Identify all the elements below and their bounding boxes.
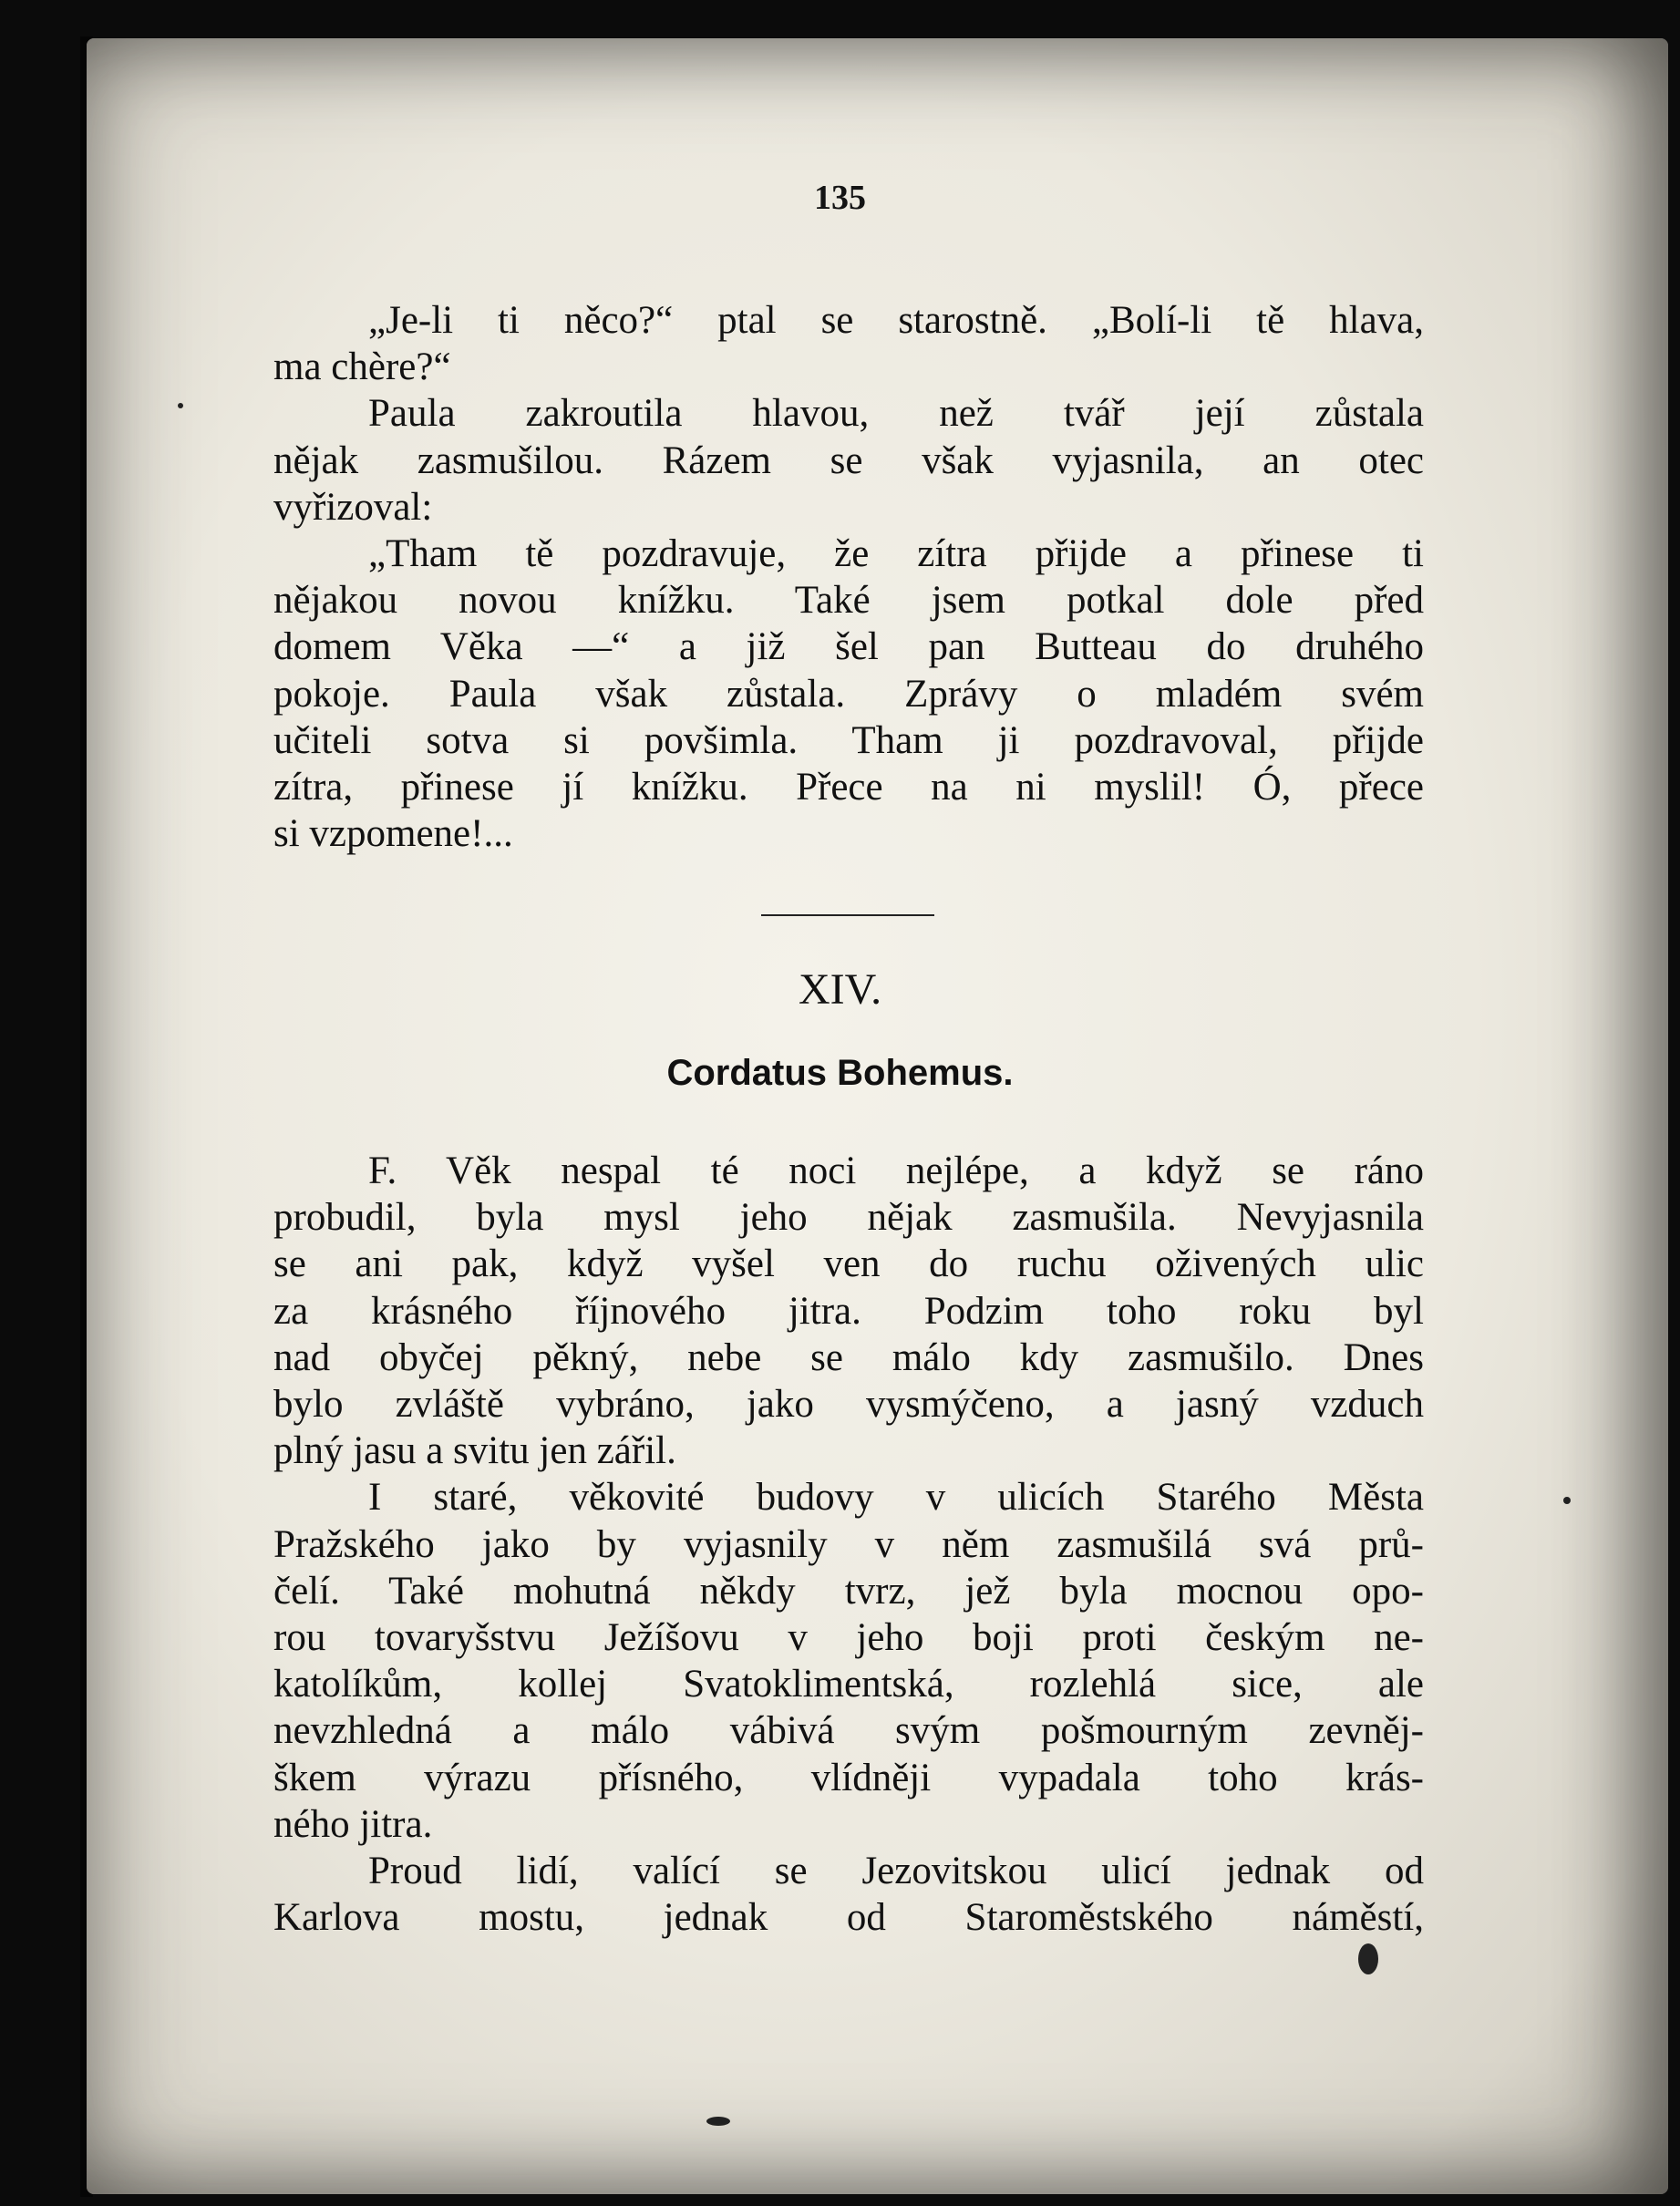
chapter-number: XIV. xyxy=(798,965,882,1014)
text-line: Proud lidí, valící se Jezovitskou ulicí jednak od xyxy=(368,1850,1424,1893)
ink-speck xyxy=(706,2117,730,2126)
text-line: probudil, byla mysl jeho nějak zasmušila. Nevyjasnila xyxy=(273,1196,1424,1240)
text-line: plný jasu a svitu jen zářil. xyxy=(273,1429,676,1473)
text-line: nad obyčej pěkný, nebe se málo kdy zasmušilo. Dnes xyxy=(273,1335,1424,1379)
text-line: domem Věka —“ a již šel pan Butteau do druhého xyxy=(273,625,1424,669)
section-divider xyxy=(761,914,934,916)
text-line: čelí. Také mohutná někdy tvrz, jež byla mocnou opo- xyxy=(273,1569,1424,1613)
text-line: nějak zasmušilou. Rázem se však vyjasnila, an otec xyxy=(273,438,1424,482)
paragraph-block-1 xyxy=(273,297,1424,857)
ink-speck xyxy=(1358,1943,1378,1974)
paragraph-block-2 xyxy=(273,1148,1424,1941)
text-line: zítra, přinese jí knížku. Přece na ni myslil! Ó, přece xyxy=(273,766,1424,809)
text-line: „Je-li ti něco?“ ptal se starostně. „Bolí-li tě hlava, xyxy=(368,299,1424,342)
text-line: nevzhledná a málo vábivá svým pošmourným zevněj- xyxy=(273,1709,1424,1753)
text-line: vyřizoval: xyxy=(273,485,433,529)
text-line: ného jitra. xyxy=(273,1802,433,1846)
text-line: si vzpomene!... xyxy=(273,812,513,856)
text-line: Karlova mostu, jednak od Staroměstského náměstí, xyxy=(273,1896,1424,1940)
chapter-title: Cordatus Bohemus. xyxy=(666,1053,1014,1093)
page-number: 135 xyxy=(814,179,866,217)
text-line: bylo zvláště vybráno, jako vysmýčeno, a jasný vzduch xyxy=(273,1383,1424,1427)
text-line: nějakou novou knížku. Také jsem potkal dole před xyxy=(273,579,1424,623)
text-line: F. Věk nespal té noci nejlépe, a když se ráno xyxy=(368,1149,1424,1192)
ink-speck xyxy=(178,403,183,408)
text-line: rou tovaryšstvu Ježíšovu v jeho boji proti českým ne- xyxy=(273,1616,1424,1660)
text-line: Pražského jako by vyjasnily v něm zasmušilá svá prů- xyxy=(273,1522,1424,1566)
text-line: Paula zakroutila hlavou, než tvář její zůstala xyxy=(368,392,1424,436)
ink-speck xyxy=(1563,1497,1571,1504)
text-line: škem výrazu přísného, vlídněji vypadala toho krás- xyxy=(273,1756,1424,1799)
text-line: „Tham tě pozdravuje, že zítra přijde a přinese ti xyxy=(368,532,1424,576)
text-line: ma chère?“ xyxy=(273,345,451,389)
text-line: se ani pak, když vyšel ven do ruchu oživených ulic xyxy=(273,1242,1424,1286)
text-line: I staré, věkovité budovy v ulicích Starého Města xyxy=(368,1476,1424,1520)
text-line: pokoje. Paula však zůstala. Zprávy o mladém svém xyxy=(273,672,1424,716)
text-line: za krásného říjnového jitra. Podzim toho roku byl xyxy=(273,1289,1424,1333)
text-line: katolíkům, kollej Svatoklimentská, rozlehlá sice, ale xyxy=(273,1663,1424,1706)
text-line: učiteli sotva si povšimla. Tham ji pozdravoval, přijde xyxy=(273,718,1424,762)
